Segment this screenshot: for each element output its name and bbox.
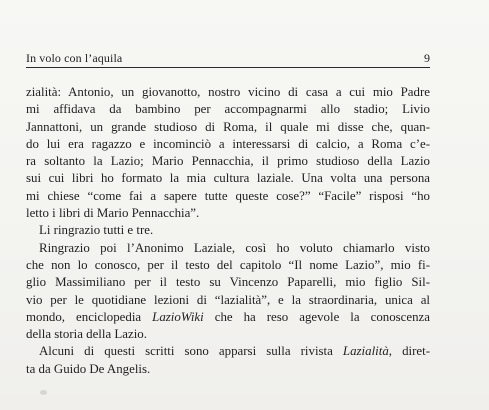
page-number: 9	[424, 51, 430, 65]
text-segment: mondo, enciclopedia	[26, 309, 153, 324]
text-line: do lui era ragazzo e incominciò a interessarsi di calcio, a Roma c’e-	[26, 136, 430, 151]
text-line: mi chiese “come fai a sapere tutte queste cose?” “Facile” risposi “ho	[26, 188, 430, 203]
text-line: Jannattoni, un grande studioso di Roma, il quale mi disse che, quan-	[26, 119, 430, 134]
text-line: glio Massimiliano per il testo su Vincenzo Paparelli, mio figlio Sil-	[26, 275, 430, 290]
paper-speck	[40, 390, 47, 395]
text-line: ta da Guido De Angelis.	[26, 361, 151, 376]
text-segment: Alcuni di questi scritti sono apparsi sulla rivista	[39, 344, 343, 359]
running-title: In volo con l’aquila	[26, 51, 123, 65]
text-line: zialità: Antonio, un giovanotto, nostro vicino di casa a cui mio Padre	[26, 85, 430, 99]
text-line: Li ringrazio tutti e tre.	[39, 223, 154, 238]
header-rule	[26, 67, 430, 68]
text-segment: che ha reso agevole la conoscenza	[203, 309, 430, 324]
text-line: ra soltanto la Lazio; Mario Pennacchia, il primo studioso della Lazio	[26, 154, 430, 169]
text-line: vio per le quotidiane lezioni di “lazialità”, e la straordinaria, unica al	[26, 292, 430, 307]
text-line: letto i libri di Mario Pennacchia”.	[26, 206, 200, 221]
text-line: Ringrazio poi l’Anonimo Laziale, così ho voluto chiamarlo visto	[39, 240, 430, 255]
text-line: sui cui libri ho formato la mia cultura laziale. Una volta una persona	[26, 171, 430, 186]
text-line	[26, 309, 430, 326]
text-line	[26, 343, 430, 360]
italic-title: LazioWiki	[152, 309, 204, 324]
body-text	[26, 84, 430, 378]
text-line: mi affidava da bambino per accompagnarmi allo stadio; Livio	[26, 102, 430, 117]
text-segment: , diret-	[388, 344, 430, 359]
running-header	[26, 50, 430, 67]
text-line: che non lo conosco, per il testo del capitolo “Il nome Lazio”, mio fi-	[26, 257, 430, 272]
text-line: della storia della Lazio.	[26, 327, 147, 342]
italic-title: Lazialità	[342, 344, 389, 359]
